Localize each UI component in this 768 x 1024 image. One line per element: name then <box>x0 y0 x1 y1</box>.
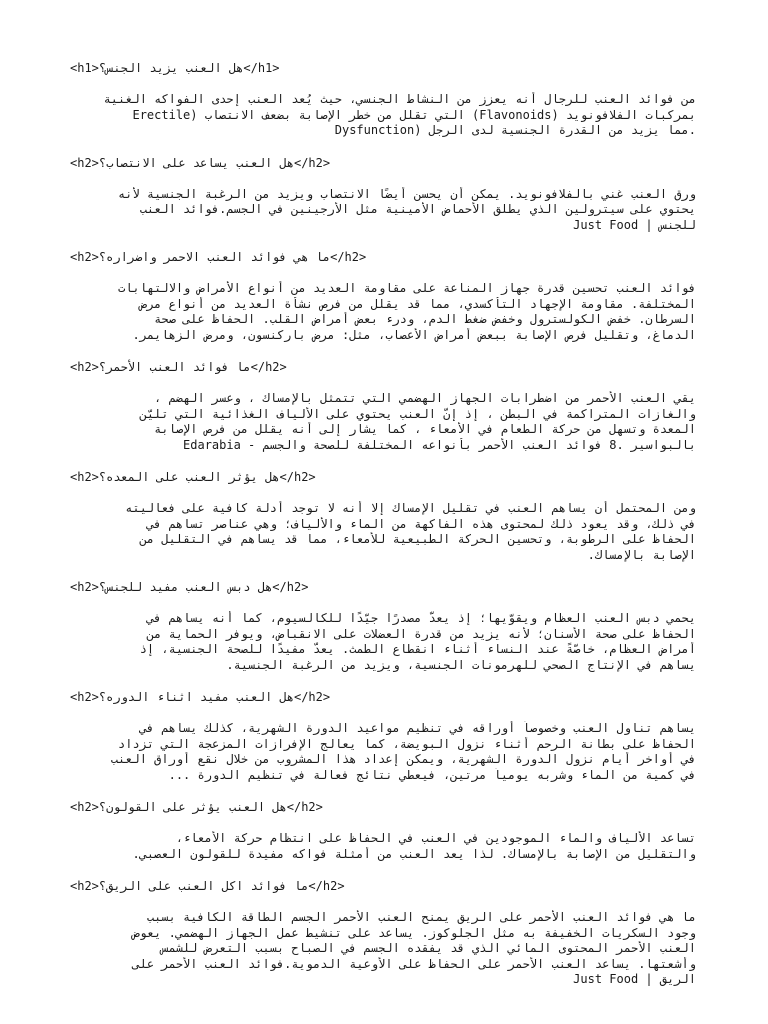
section-grapes-erection <box>70 155 696 234</box>
section-paragraph <box>70 187 696 234</box>
section-heading: <h2>ما فوائد العنب الأحمر؟</h2> <box>70 360 287 374</box>
paragraph-line: الحفاظ على بطانة الرحم أثناء نزول البويضة، كما يعالج الإفرازات المزعجة التي تزداد <box>118 736 696 751</box>
paragraph-line: ومن المحتمل أن يساهم العنب في تقليل الإمساك إلا أنه لا توجد أدلة كافية على فعاليته <box>125 501 696 515</box>
section-heading: <h2>هل العنب يؤثر على القولون؟</h2> <box>70 800 323 814</box>
paragraph-line: وأشعتها. يساعد العنب الأحمر على الحفاظ على الأوعية الدموية.فوائد العنب الأحمر على <box>132 956 696 971</box>
paragraph-line: للجنس | Just Food <box>573 217 696 232</box>
paragraph-line: يساهم تناول العنب وخصوصاً أوراقه في تنظيم مواعيد الدورة الشهرية، كذلك يساهم في <box>139 721 696 735</box>
paragraph-line: الريق | Just Food <box>573 972 696 986</box>
paragraph-line: وجود السكريات الخفيفة به مثل الجلوكوز. يساعد على تنشيط عمل الجهاز الهضمي. يعوض <box>132 925 696 940</box>
section-heading: <h2>هل دبس العنب مفيد للجنس؟</h2> <box>70 580 309 594</box>
section-grapes-stomach <box>70 469 696 563</box>
paragraph-line: والتقليل من الإصابة بالإمساك. لذا يعد العنب من أمثلة فواكه مفيدة للقولون العصبي. <box>132 846 696 861</box>
paragraph-line: في ذلك، وقد يعود ذلك لمحتوى هذه الفاكهة من الماء والألياف؛ وهي عناصر تساهم في <box>146 516 696 531</box>
section-paragraph <box>70 281 696 343</box>
section-grape-molasses <box>70 579 696 673</box>
paragraph-line: الدماغ، وتقليل فرص الإصابة ببعض أمراض الأعصاب، مثل: مرض باركنسون، ومرض الزهايمر. <box>132 327 696 342</box>
paragraph-line: المعدة وتسهل من حركة الطعام في الأمعاء ، كما يشار إلى أنه يقلل من فرص الإصابة <box>154 422 696 436</box>
document-body <box>70 60 696 1004</box>
paragraph-line: الحفاظ على الرطوبة، وتحسين الحركة الطبيعية للأمعاء، مما قد يساهم في التقليل من <box>139 532 696 546</box>
paragraph-line: في أواخر أيام نزول الدورة الشهرية، ويمكن إعداد هذا المشروب من خلال نقع أوراق العنب <box>110 752 696 766</box>
paragraph-line: يحمي دبس العنب العظام ويقوّيها؛ إذ يعدّ مصدرًا جيّدًا للكالسيوم، كما أنه يساهم في <box>146 611 696 625</box>
section-heading: <h2>ما هي فوائد العنب الاحمر واضراره؟</h2> <box>70 250 367 264</box>
paragraph-line: الإصابة بالإمساك. <box>587 547 696 562</box>
section-paragraph <box>70 831 696 862</box>
section-heading: <h1>هل العنب يزيد الجنس؟</h1> <box>70 61 280 75</box>
section-grapes-libido <box>70 60 696 139</box>
paragraph-line: المختلفة. مقاومة الإجهاد التأكسدي، مما قد يقلل من فرص نشأة العديد من أنواع مرض <box>139 296 696 311</box>
paragraph-line: العنب الأحمر المحتوى المائي الذي قد يفقده الجسم في الصباح بسبب التعرض للشمس <box>161 941 696 955</box>
paragraph-line: الحفاظ على صحة الأسنان؛ لأنه يزيد من قدرة العضلات على الانقباض، ويوفر الحماية من <box>146 626 696 641</box>
section-red-grapes-benefits-harms <box>70 249 696 343</box>
paragraph-line: يحتوي على سيترولين الذي يطلق الأحماض الأمينية مثل الأرجينين في الجسم.فوائد العنب <box>139 202 696 216</box>
paragraph-line: أمراض العظام، خاصّةً عند النساء أثناء انقطاع الطمث. يعدّ مفيدًا للصحة الجنسية، إذ <box>139 642 696 656</box>
paragraph-line: ورق العنب غني بالفلافونويد. يمكن أن يحسن أيضًا الانتصاب ويزيد من الرغبة الجنسية لأنه <box>118 186 696 201</box>
paragraph-line: في كمية من الماء وشربه يومياً مرتين، فيعطي نتائج فعالة في تنظيم الدورة ... <box>168 767 696 782</box>
paragraph-line: فوائد العنب تحسين قدرة جهاز المناعة على مقاومة العديد من أنواع الأمراض والالتهابات <box>118 281 696 295</box>
section-grapes-empty-stomach <box>70 878 696 988</box>
section-paragraph <box>70 92 696 139</box>
section-paragraph <box>70 501 696 563</box>
section-paragraph <box>70 910 696 988</box>
paragraph-line: يساهم في الإنتاج الصحي للهرمونات الجنسية، ويزيد من الرغبة الجنسية. <box>226 657 696 672</box>
section-paragraph <box>70 611 696 673</box>
paragraph-line: بمركبات الفلافونويد (Flavonoids) التي تقلل من خطر الإصابة بضعف الانتصاب (Erectile <box>132 107 696 122</box>
section-heading: <h2>ما فوائد اكل العنب على الريق؟</h2> <box>70 879 345 893</box>
paragraph-line: والغازات المتراكمة في البطن ، إذ إنّ العنب يحتوي على الألياف الغذائية التي تليّن <box>139 406 696 421</box>
paragraph-line: ما هي فوائد العنب الأحمر على الريق يمنح العنب الأحمر الجسم الطاقة الكافية بسبب <box>146 910 696 924</box>
paragraph-line: تساعد الألياف والماء الموجودين في العنب في الحفاظ على انتظام حركة الأمعاء، <box>175 831 696 845</box>
section-paragraph <box>70 721 696 783</box>
paragraph-line: السرطان. خفض الكولسترول وخفض ضغط الدم، ودرء بعض أمراض القلب. الحفاظ على صحة <box>154 312 696 326</box>
section-grapes-period <box>70 689 696 783</box>
section-paragraph <box>70 391 696 453</box>
section-red-grapes-benefits <box>70 359 696 453</box>
paragraph-line: من فوائد العنب للرجال أنه يعزز من النشاط الجنسي، حيث يُعد العنب إحدى الفواكه الغنية <box>103 92 696 106</box>
section-grapes-colon <box>70 799 696 862</box>
paragraph-line: يقي العنب الأحمر من اضطرابات الجهاز الهضمي التي تتمثل بالإمساك ، وعسر الهضم ، <box>154 391 696 405</box>
section-heading: <h2>هل العنب مفيد اثناء الدوره؟</h2> <box>70 690 331 704</box>
section-heading: <h2>هل العنب يساعد على الانتصاب؟</h2> <box>70 155 331 170</box>
paragraph-line: بالبواسير .8 فوائد العنب الأحمر بأنواعه المختلفة للصحة والجسم - Edarabia <box>183 437 696 452</box>
paragraph-line: Dysfunction) مما يزيد من القدرة الجنسية لدى الرجل. <box>334 123 696 137</box>
section-heading: <h2>هل يؤثر العنب على المعده؟</h2> <box>70 470 316 484</box>
